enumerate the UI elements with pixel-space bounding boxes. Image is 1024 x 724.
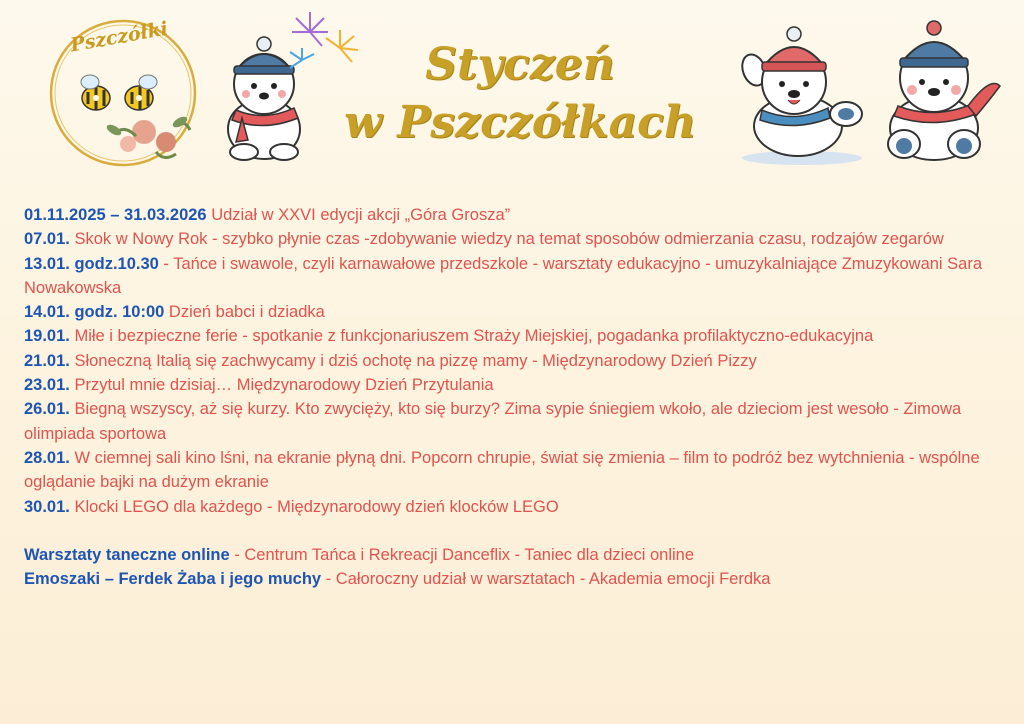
- entry-date: 19.01.: [24, 327, 70, 346]
- entry-date: 14.01. godz. 10:00: [24, 303, 165, 322]
- entry-date: 28.01.: [24, 448, 70, 467]
- entry-text: Przytul mnie dzisiaj… Międzynarodowy Dzień Przytulania: [69, 376, 494, 395]
- entry-text: Udział w XXVI edycji akcji „Góra Grosza”: [206, 206, 511, 224]
- schedule-entry: [24, 203, 1009, 227]
- schedule-entry: [24, 495, 1009, 519]
- logo-text: Pszczółki: [68, 17, 170, 57]
- schedule-entry: [24, 349, 1009, 373]
- title-line-2: w Pszczółkach: [344, 97, 696, 148]
- workshop-title: Emoszaki – Ferdek Żaba i jego muchy: [24, 570, 322, 589]
- header: [0, 0, 1024, 190]
- entry-text: W ciemnej sali kino lśni, na ekranie płyną dni. Popcorn chrupie, świat się zmienia – film to podróż bez wytchnienia - wspólne oglądanie bajki na dużym ekranie: [24, 448, 980, 492]
- entry-date: 07.01.: [24, 230, 70, 249]
- entry-text: Klocki LEGO dla każdego - Międzynarodowy dzień klocków LEGO: [69, 497, 559, 516]
- workshop-entry: [24, 567, 1009, 591]
- schedule-entry: [24, 446, 1009, 495]
- workshop-title: Warsztaty taneczne online: [24, 545, 230, 564]
- entry-date: 21.01.: [24, 351, 70, 370]
- schedule-entry: [24, 373, 1009, 397]
- entry-text: Dzień babci i dziadka: [164, 303, 325, 322]
- entry-date: 13.01. godz.10.30: [24, 254, 159, 273]
- schedule-entry: [24, 300, 1009, 324]
- entry-text: Słoneczną Italią się zachwycamy i dziś ochotę na pizzę mamy - Międzynarodowy Dzień Pizzy: [69, 351, 757, 370]
- schedule-entry: [24, 227, 1009, 251]
- entry-text: Skok w Nowy Rok - szybko płynie czas -zdobywanie wiedzy na temat sposobów odmierzania czasu, rodzajów zegarów: [69, 230, 944, 249]
- entry-text: - Tańce i swawole, czyli karnawałowe przedszkole - warsztaty edukacyjno - umuzykalniające Zmuzykowani Sara Nowakowska: [24, 254, 983, 297]
- title-line-1: Styczeń: [425, 39, 615, 90]
- section-gap: [24, 519, 1009, 543]
- polar-bear-sitting-icon: [876, 16, 1006, 171]
- polar-bear-waving-icon: [734, 18, 874, 173]
- workshop-text: - Centrum Tańca i Rekreacji Danceflix - Taniec dla dzieci online: [229, 545, 695, 564]
- schedule-entry: [24, 252, 1009, 301]
- schedule-entry: [24, 324, 1009, 348]
- entry-date: 01.11.2025 – 31.03.2026: [24, 206, 207, 224]
- entry-text: Miłe i bezpieczne ferie - spotkanie z funkcjonariuszem Straży Miejskiej, pogadanka profilaktyczno-edukacyjna: [69, 327, 874, 346]
- entry-date: 30.01.: [24, 497, 70, 516]
- entry-date: 23.01.: [24, 376, 70, 395]
- page-title: [300, 36, 740, 152]
- entry-date: 26.01.: [24, 400, 70, 419]
- schedule: [24, 203, 1009, 591]
- schedule-entry: [24, 397, 1009, 446]
- workshop-entry: [24, 543, 1009, 567]
- workshop-text: - Całoroczny udział w warsztatach - Akademia emocji Ferdka: [321, 570, 771, 589]
- entry-text: Biegną wszyscy, aż się kurzy. Kto zwycięży, kto się burzy? Zima sypie śniegiem wkoło, ale dzieciom jest wesoło - Zimowa olimpiada sportowa: [24, 400, 962, 443]
